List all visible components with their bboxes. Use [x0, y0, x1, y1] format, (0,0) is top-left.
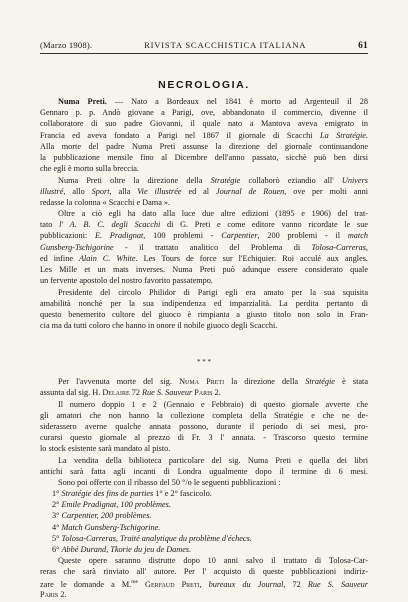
paragraph-collaborations: Numa Preti oltre la direzione della Stratégie collaborò eziandio all' Univers illustré, allo Sport, alla Vie illustrée ed al Journal de Rouen, ove per molti anni redasse la colonna « Scacchi e Dama ». — [40, 175, 368, 207]
paragraph-back-issues: Il numero doppio 1 e 2 (Gennaio e Febbraio) di questo giornale avverte che gli amatori che non hanno la collezione completa della Stratégie e che ne de- siderassero averne qualche annata possono, durante il periodo di sei mesi, pro- curarsi questo giornale al prezzo di Fr. 3 l' annata. - Trascorso questo termine lo stock esistente sarà mandato al pisto. — [40, 399, 368, 454]
header-journal-title: RIVISTA SCACCHISTICA ITALIANA — [144, 40, 307, 50]
paragraph-numa-preti: Numa Preti. — Nato a Bordeaux nel 1841 è morto ad Argenteuil il 28 Gennaro p. p. Andò giovane a Parigi, ove, abbandonato il commercio, divenne il collaboratore di suo padre Giovanni, il quale nato a Mantova aveva emigrato in Francia ed aveva fondato a Parigi nel 1867 il giornale di Scacchi La Stratégie. Alla morte del padre Numa Preti assunse la direzione del giornale continuandone la pubblicazione mensile fino al Dicembre dell'anno passato, sicchè può ben dirsi che egli è morto sulla breccia. — [40, 97, 368, 174]
paragraph-library-sale: La vendita della biblioteca particolare del sig. Numa Preti e quella dei libri antichi sarà fatta agli incanti di Londra ugualmente dopo il termine di 6 mesi. Sono poi offerte con il ribasso del 50 °/o le seguenti pubblicazioni : — [40, 455, 368, 487]
header-rule — [40, 53, 368, 54]
publications-list — [52, 488, 362, 555]
list-item: 4° Match Gunsberg-Tschigorine. — [52, 522, 161, 532]
list-item: 2° Emile Pradignat, 100 problèmes. — [52, 500, 171, 510]
section-separator: * * * — [197, 358, 211, 366]
list-item: 5° Tolosa-Carreras, Traité analytique du problème d'échecs. — [52, 533, 252, 543]
paragraph-ordering: Queste opere saranno distrutte dopo 10 anni salvo il trattato di Tolosa-Car- reras che sarà rinviato all' autore. Per l' acquisto di queste pubblicazioni indiriz- zare le domande a M.$^{me}$ Gerfaud Preti, bureaux du Journal, 72 Rue S. Sauveur Paris 2. — [40, 556, 368, 599]
header-date: (Marzo 1908). — [40, 40, 93, 50]
list-item: 6° Abbé Durand, Tkorie du jeu de Dames. — [52, 544, 192, 554]
paragraph-publications: Oltre a ciò egli ha dato alla luce due altre edizioni (1895 e 1906) del trat- tato l' A. B. C. degli Scacchi di G. Preti e come editore vanno ricordate le sue pubblicazioni: E. Pradignat, 100 problemi - Carpentier, 200 problemi - il match Gunsberg-Tschigorine - il trattato analitico del Problema di Tolosa-Carreras, ed infine Alain C. White. Les Tours de force sur l'Echiquier. Roi acculé aux angles. Les Mille et un mats inverses. Numa Preti può adunque essere considerato quale un fervente apostolo del nostro favorito passatempo. — [40, 209, 368, 286]
paragraph-philidor: Presidente del circolo Philidor di Parigi egli era amato per la sua squisita amabilità nonchè per la sua indipendenza ed imparzialità. La perdita pertanto di questo benemerito cultore del giuoco è rimpianta a giusto titolo non solo in Fran- cia ma da tutti coloro che hanno in onore il nobile giuoco degli Scacchi. — [40, 287, 368, 331]
page-number: 61 — [358, 41, 368, 51]
list-item: 1° Stratégie des fins de parties 1° e 2° fascicolo. — [52, 489, 212, 498]
running-header — [40, 40, 368, 51]
section-title: NECROLOGIA. — [158, 79, 250, 91]
list-item: 3° Carpentier, 200 problèmes. — [52, 511, 152, 521]
subject-name: Numa Preti. — [58, 97, 107, 106]
paragraph-new-director: Per l'avvenuta morte del sig. Numa Preti la direzione della Stratégie è stata assunta dal sig. H. Delaire 72 Rue S. Sauveur Paris 2. — [40, 377, 368, 398]
